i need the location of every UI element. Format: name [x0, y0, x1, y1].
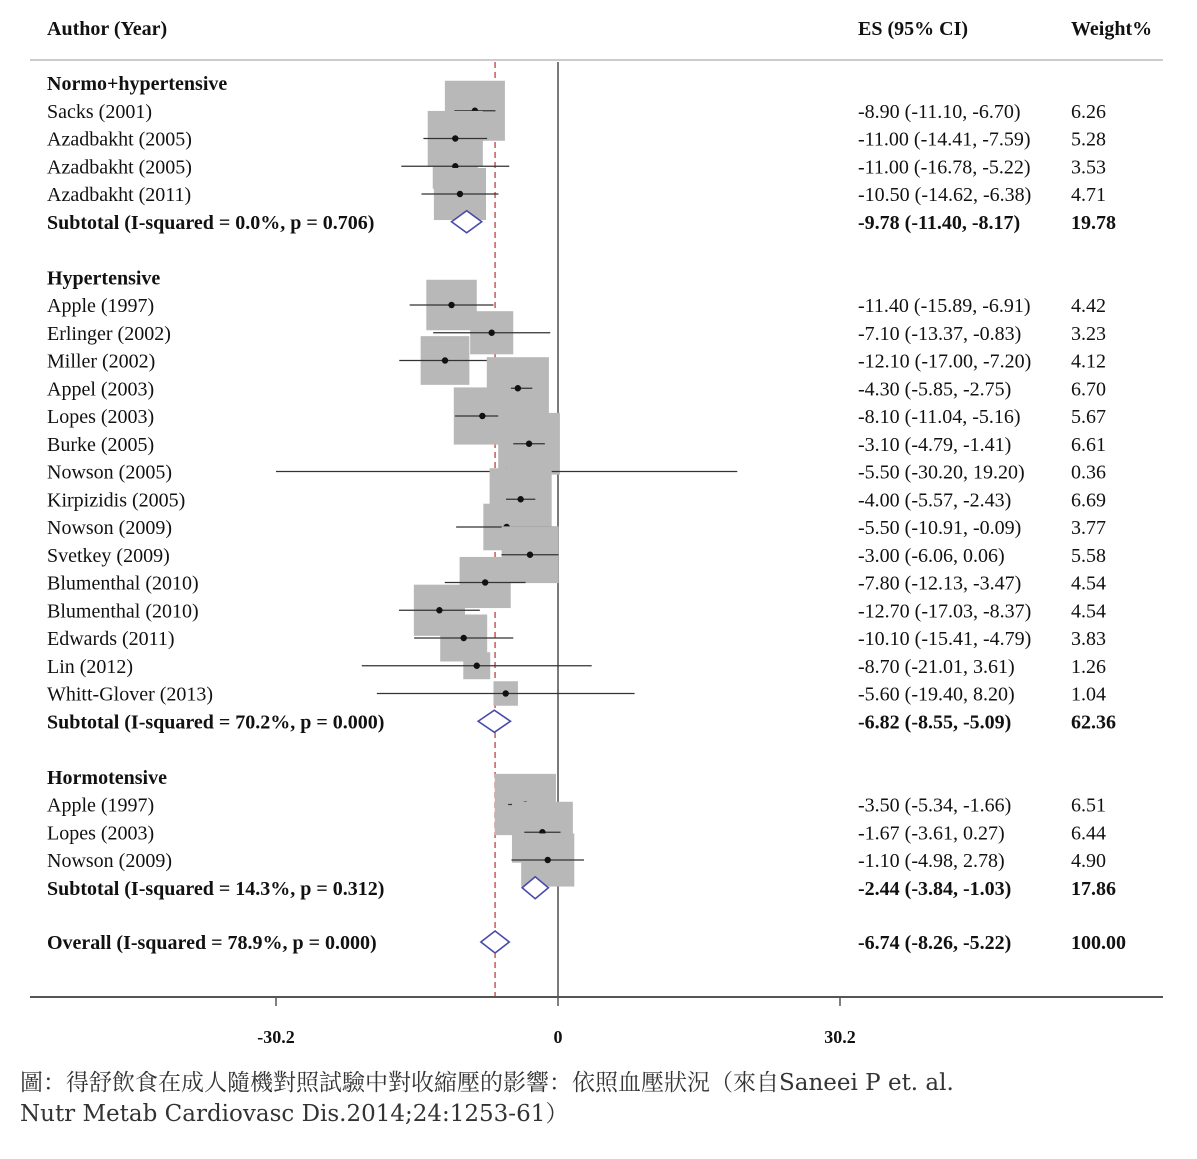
- study-es-ci: -4.00 (-5.57, -2.43): [858, 489, 1012, 512]
- study-es-ci: -5.60 (-19.40, 8.20): [858, 683, 1015, 706]
- overall-diamond: [481, 931, 509, 953]
- study-es-ci: -3.10 (-4.79, -1.41): [858, 433, 1012, 456]
- study-es-ci: -5.50 (-10.91, -0.09): [858, 517, 1022, 539]
- study-weight: 1.04: [1071, 683, 1106, 706]
- study-es-ci: -3.00 (-6.06, 0.06): [858, 544, 1005, 567]
- study-point: [436, 607, 442, 613]
- study-es-ci: -12.10 (-17.00, -7.20): [858, 350, 1032, 373]
- study-weight: 4.54: [1071, 572, 1106, 595]
- study-weight: 4.71: [1071, 184, 1106, 206]
- study-es-ci: -11.00 (-14.41, -7.59): [858, 128, 1031, 151]
- study-point: [474, 663, 480, 669]
- study-label: Burke (2005): [47, 433, 155, 456]
- header-weight: Weight%: [1071, 18, 1153, 40]
- study-point: [482, 579, 488, 585]
- study-es-ci: -8.70 (-21.01, 3.61): [858, 655, 1015, 678]
- study-label: Azadbakht (2005): [47, 156, 192, 179]
- study-weight: 3.83: [1071, 628, 1106, 650]
- study-point: [489, 330, 495, 336]
- study-label: Blumenthal (2010): [47, 572, 199, 595]
- study-point: [503, 690, 509, 696]
- study-es-ci: -8.10 (-11.04, -5.16): [858, 406, 1021, 428]
- subtotal-diamond: [478, 710, 510, 732]
- study-label: Miller (2002): [47, 350, 156, 373]
- study-label: Sacks (2001): [47, 100, 152, 123]
- study-weight: 4.54: [1071, 600, 1106, 623]
- study-es-ci: -11.40 (-15.89, -6.91): [858, 295, 1031, 317]
- study-weight: 4.12: [1071, 350, 1106, 373]
- study-label: Apple (1997): [47, 295, 155, 317]
- study-es-ci: -7.80 (-12.13, -3.47): [858, 572, 1022, 595]
- study-weight: 0.36: [1071, 461, 1106, 484]
- subtotal-es-ci: -2.44 (-3.84, -1.03): [858, 877, 1012, 900]
- study-weight: 4.90: [1071, 850, 1106, 872]
- study-point: [452, 135, 458, 141]
- study-label: Azadbakht (2005): [47, 128, 192, 151]
- subtotal-label: Subtotal (I-squared = 14.3%, p = 0.312): [47, 877, 385, 900]
- study-label: Erlinger (2002): [47, 322, 171, 345]
- study-label: Whitt-Glover (2013): [47, 683, 214, 706]
- study-weight: 6.26: [1071, 100, 1106, 123]
- study-es-ci: -1.10 (-4.98, 2.78): [858, 850, 1005, 872]
- study-weight: 3.77: [1071, 517, 1106, 539]
- study-label: Nowson (2005): [47, 461, 172, 484]
- header-es-ci: ES (95% CI): [858, 18, 969, 40]
- study-es-ci: -7.10 (-13.37, -0.83): [858, 322, 1022, 345]
- x-tick-label: -30.2: [257, 1027, 295, 1047]
- x-axis: [30, 997, 1163, 1047]
- subtotal-weight: 19.78: [1071, 211, 1116, 234]
- study-weight: 6.44: [1071, 822, 1106, 845]
- subtotal-weight: 62.36: [1071, 711, 1116, 734]
- study-point: [515, 385, 521, 391]
- study-label: Apple (1997): [47, 794, 155, 817]
- study-es-ci: -10.10 (-15.41, -4.79): [858, 628, 1032, 650]
- study-es-ci: -1.67 (-3.61, 0.27): [858, 822, 1005, 845]
- study-point: [457, 191, 463, 197]
- overall-weight: 100.00: [1071, 932, 1126, 954]
- caption-line-2: Nutr Metab Cardiovasc Dis.2014;24:1253-61）: [20, 1101, 569, 1127]
- study-es-ci: -3.50 (-5.34, -1.66): [858, 794, 1012, 817]
- overall-label: Overall (I-squared = 78.9%, p = 0.000): [47, 932, 377, 954]
- study-weight: 4.42: [1071, 295, 1106, 317]
- study-point: [442, 357, 448, 363]
- study-label: Lopes (2003): [47, 406, 155, 428]
- header-author-year: Author (Year): [47, 18, 168, 40]
- study-es-ci: -8.90 (-11.10, -6.70): [858, 100, 1021, 123]
- study-weight: 5.67: [1071, 406, 1106, 428]
- study-es-ci: -10.50 (-14.62, -6.38): [858, 184, 1032, 206]
- study-es-ci: -11.00 (-16.78, -5.22): [858, 156, 1031, 179]
- subtotal-label: Subtotal (I-squared = 70.2%, p = 0.000): [47, 711, 385, 734]
- study-es-ci: -4.30 (-5.85, -2.75): [858, 378, 1012, 401]
- plot-rows: [47, 62, 1126, 997]
- study-point: [527, 552, 533, 558]
- study-point: [460, 635, 466, 641]
- study-label: Blumenthal (2010): [47, 600, 199, 623]
- x-tick-label: 0: [553, 1027, 563, 1047]
- study-label: Appel (2003): [47, 378, 155, 401]
- group-heading: Hormotensive: [47, 766, 167, 789]
- study-weight: 1.26: [1071, 655, 1106, 678]
- subtotal-label: Subtotal (I-squared = 0.0%, p = 0.706): [47, 211, 375, 234]
- study-point: [448, 302, 454, 308]
- study-point: [545, 857, 551, 863]
- study-label: Nowson (2009): [47, 850, 172, 872]
- study-weight: 6.61: [1071, 433, 1106, 456]
- study-es-ci: -5.50 (-30.20, 19.20): [858, 461, 1025, 484]
- study-weight: 5.58: [1071, 544, 1106, 567]
- study-weight: 6.51: [1071, 794, 1106, 817]
- study-es-ci: -12.70 (-17.03, -8.37): [858, 600, 1032, 623]
- study-weight: 6.69: [1071, 489, 1106, 512]
- x-tick-label: 30.2: [824, 1027, 856, 1047]
- group-heading: Hypertensive: [47, 267, 161, 290]
- study-label: Lin (2012): [47, 655, 134, 678]
- study-weight: 3.23: [1071, 322, 1106, 345]
- study-point: [517, 496, 523, 502]
- subtotal-es-ci: -6.82 (-8.55, -5.09): [858, 711, 1012, 734]
- caption-line-1: 圖：得舒飲食在成人隨機對照試驗中對收縮壓的影響：依照血壓狀況（來自Saneei P et. al.: [20, 1070, 954, 1096]
- study-weight: 6.70: [1071, 378, 1106, 401]
- group-heading: Normo+hypertensive: [47, 73, 228, 95]
- study-label: Lopes (2003): [47, 822, 155, 845]
- study-weight: 5.28: [1071, 128, 1106, 151]
- study-point: [526, 441, 532, 447]
- figure-caption: [20, 1068, 1190, 1130]
- study-label: Azadbakht (2011): [47, 184, 192, 206]
- study-label: Kirpizidis (2005): [47, 489, 186, 512]
- overall-es-ci: -6.74 (-8.26, -5.22): [858, 932, 1012, 954]
- subtotal-es-ci: -9.78 (-11.40, -8.17): [858, 211, 1021, 234]
- study-weight: 3.53: [1071, 156, 1106, 179]
- study-label: Svetkey (2009): [47, 544, 170, 567]
- study-point: [479, 413, 485, 419]
- subtotal-weight: 17.86: [1071, 877, 1116, 900]
- study-label: Nowson (2009): [47, 517, 172, 539]
- study-label: Edwards (2011): [47, 628, 175, 650]
